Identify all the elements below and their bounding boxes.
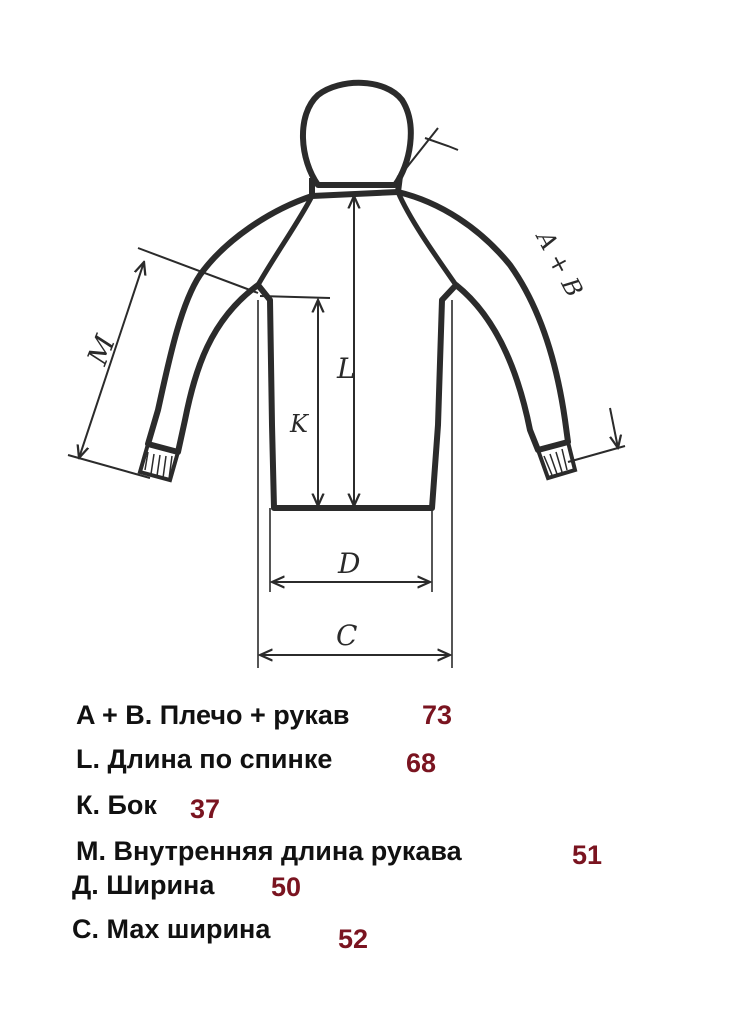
label-k: K	[290, 410, 308, 438]
legend-value: 68	[406, 748, 437, 778]
legend-value: 73	[422, 700, 453, 730]
label-l: L	[337, 352, 356, 385]
legend-label: L. Длина по спинке	[76, 744, 333, 774]
measure-ab-bottom-tick	[568, 446, 625, 462]
legend-value: 52	[338, 924, 369, 954]
label-d: D	[338, 547, 361, 580]
measure-m-bottom-tick	[68, 455, 150, 478]
legend-label: М. Внутренняя длина рукава	[76, 836, 462, 866]
measure-ab-top-tick	[400, 128, 438, 176]
legend-row-m	[76, 836, 603, 870]
label-c: C	[336, 619, 358, 652]
legend-label: К. Бок	[76, 790, 157, 820]
legend-value: 37	[190, 794, 221, 824]
legend-row-c	[72, 914, 369, 954]
legend-value: 50	[271, 872, 302, 902]
legend-label: Д. Ширина	[72, 870, 215, 900]
measure-ab-arrow	[425, 138, 458, 150]
legend-row-a-plus-b	[76, 700, 453, 731]
sweater-body-outline	[148, 192, 568, 508]
measure-ab-end-line	[610, 408, 618, 448]
measure-m-top-tick	[138, 248, 258, 293]
legend-label: A + B. Плечо + рукав	[76, 700, 350, 730]
label-a-plus-b: A + B	[530, 226, 589, 302]
raglan-seam-right	[398, 192, 456, 285]
legend-row-l	[76, 744, 437, 778]
label-m: M	[80, 330, 123, 370]
legend-label: С. Мах ширина	[72, 914, 271, 944]
head-outline	[303, 83, 411, 185]
legend-row-k	[76, 790, 221, 824]
legend-row-d	[72, 870, 302, 902]
legend-value: 51	[572, 840, 603, 870]
